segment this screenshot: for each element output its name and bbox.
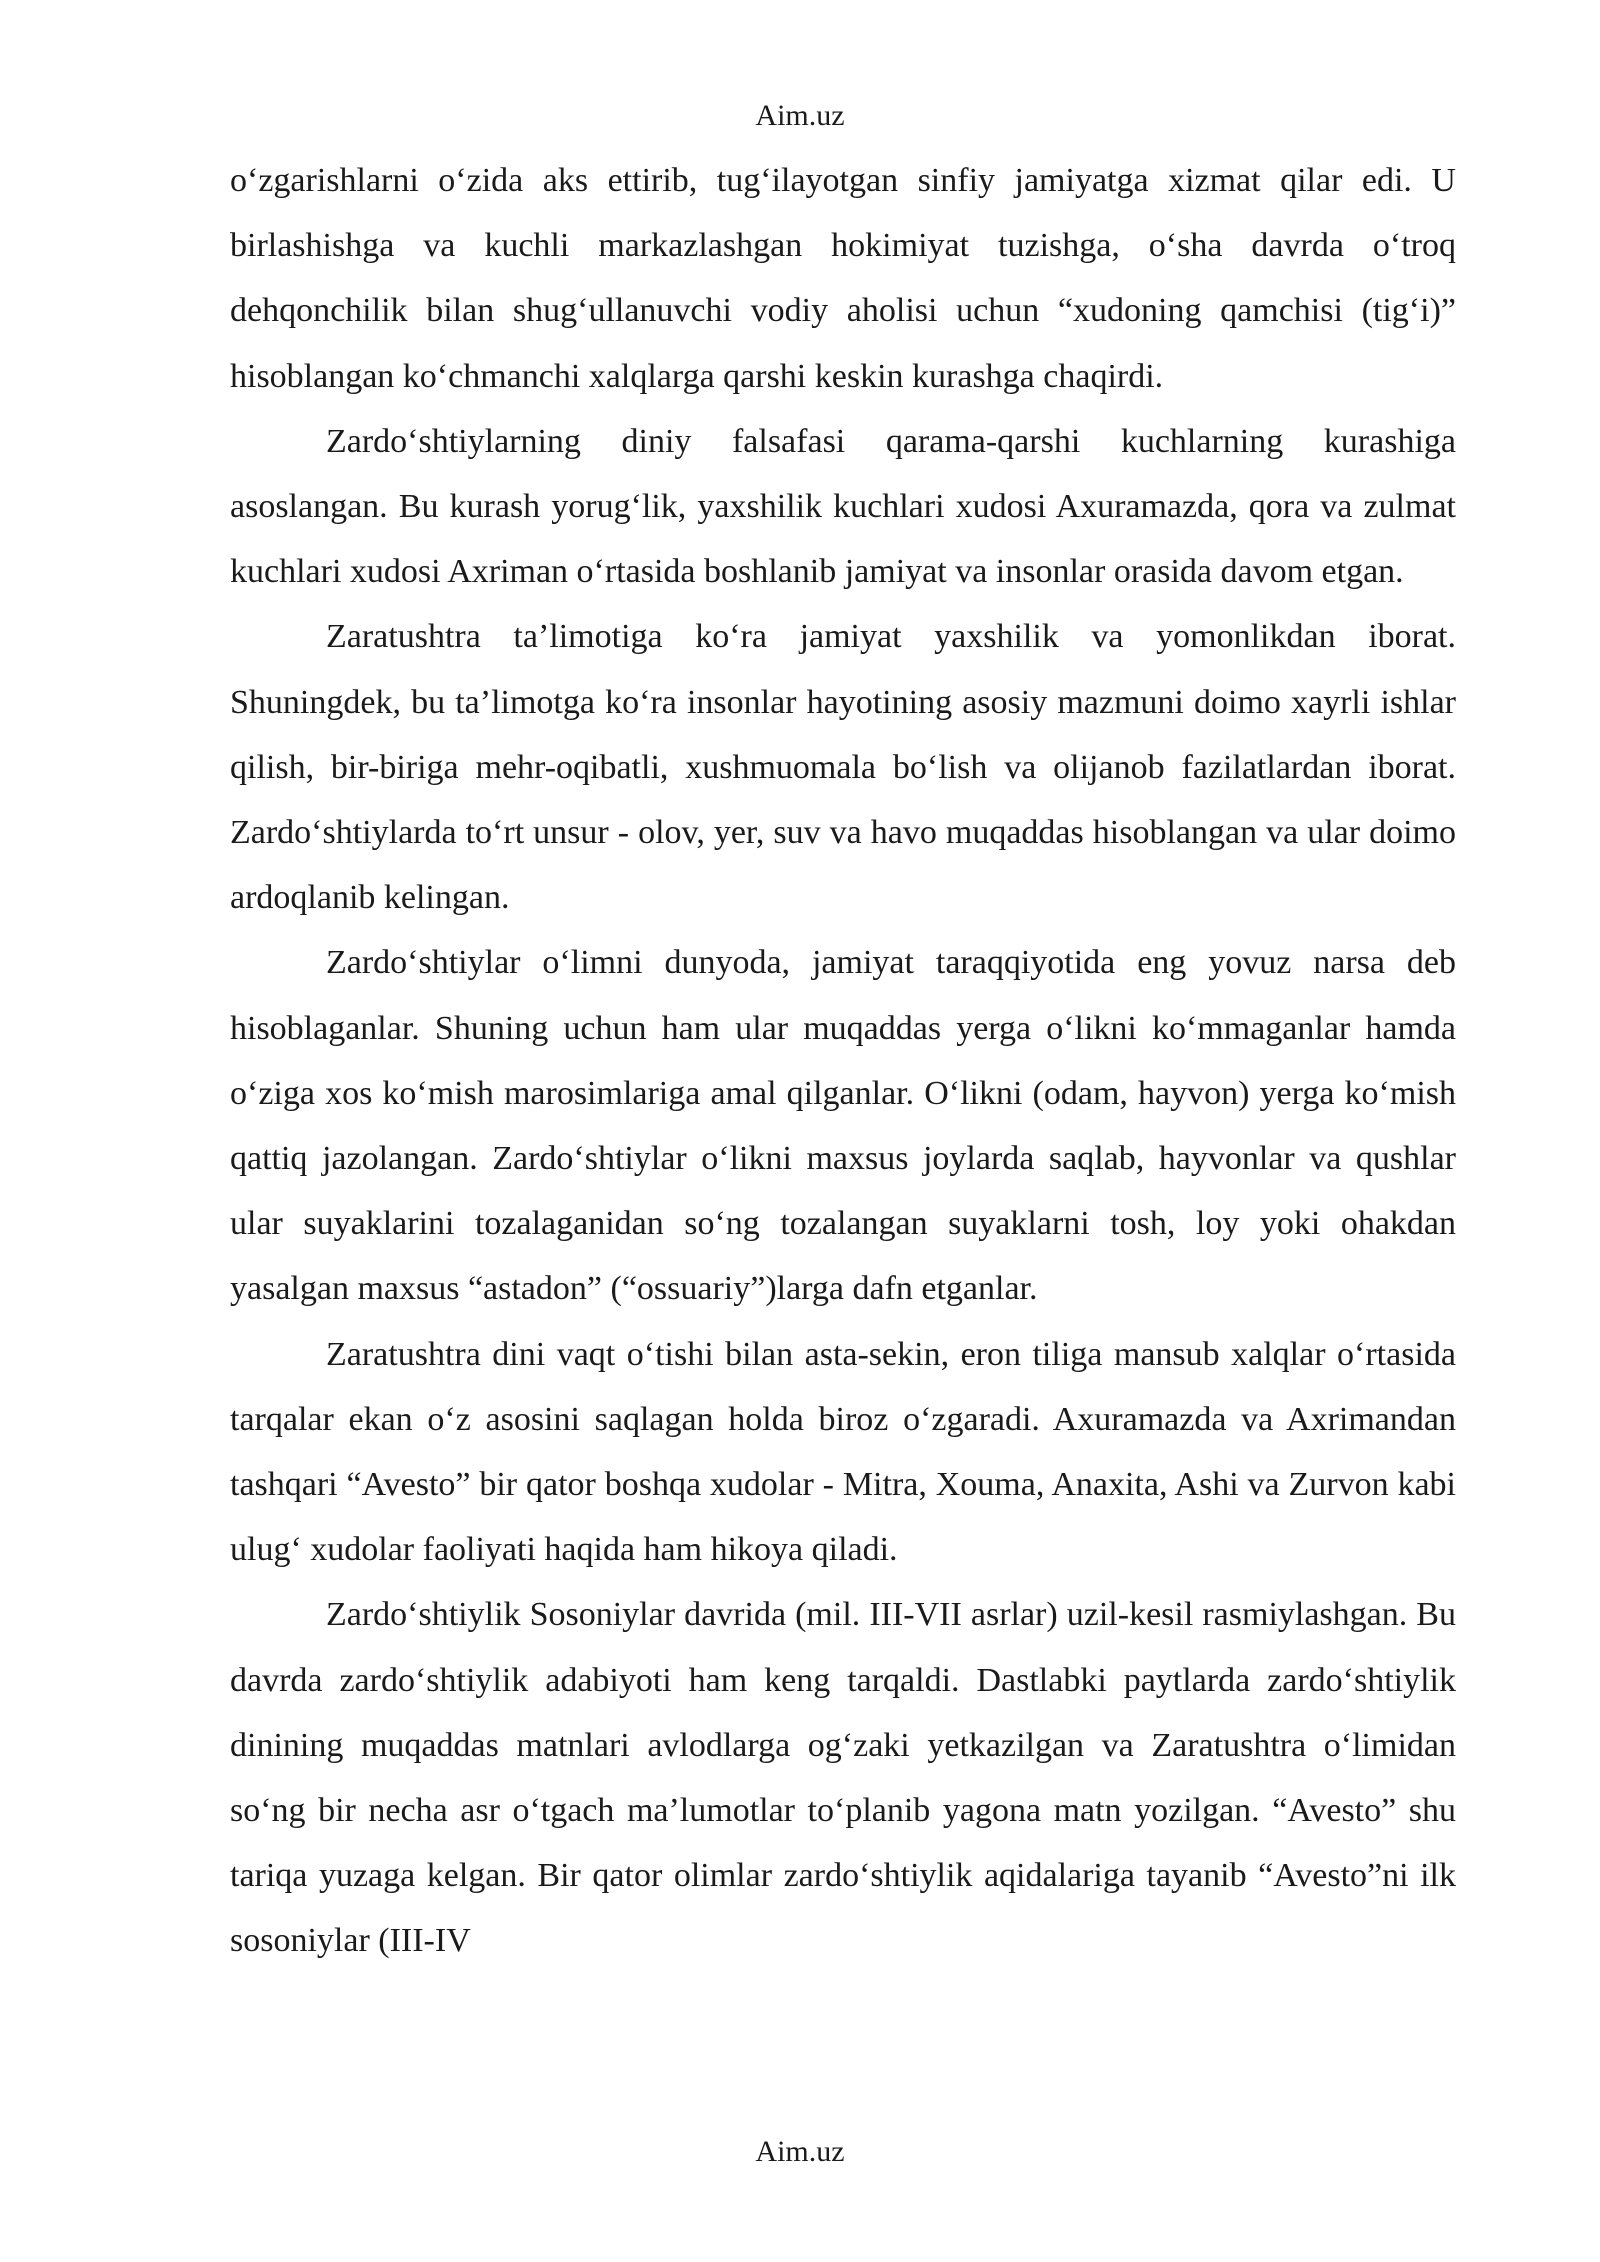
- paragraph-3: Zaratushtra ta’limotiga ko‘ra jamiyat yaxshilik va yomonlikdan iborat. Shuningdek, bu ta’limotga ko‘ra insonlar hayotining asosiy mazmuni doimo xayrli ishlar qilish, bir-biriga mehr-oqibatli, xushmuomala bo‘lish va olijanob fazilatlardan iborat. Zardo‘shtiylarda to‘rt unsur - olov, yer, suv va havo muqaddas hisoblangan va ular doimo ardoqlanib kelingan.: [230, 618, 1456, 917]
- paragraph-2: Zardo‘shtiylarning diniy falsafasi qarama-qarshi kuchlarning kurashiga asoslangan. Bu kurash yorug‘lik, yaxshilik kuchlari xudosi Axuramazda, qora va zulmat kuchlari xudosi Axriman o‘rtasida boshlanib jamiyat va insonlar orasida davom etgan.: [230, 422, 1456, 591]
- paragraph-1: o‘zgarishlarni o‘zida aks ettirib, tug‘ilayotgan sinfiy jamiyatga xizmat qilar edi. U birlashishga va kuchli markazlashgan hokimiyat tuzishga, o‘sha davrda o‘troq dehqonchilik bilan shug‘ullanuvchi vodiy aholisi uchun “xudoning qamchisi (tig‘i)” hisoblangan ko‘chmanchi xalqlarga qarshi keskin kurashga chaqirdi.: [230, 162, 1456, 395]
- paragraph-6: Zardo‘shtiylik Sosoniylar davrida (mil. III-VII asrlar) uzil-kesil rasmiylashgan. Bu davrda zardo‘shtiylik adabiyoti ham keng tarqaldi. Dastlabki paytlarda zardo‘shtiylik dinining muqaddas matnlari avlodlarga og‘zaki yetkazilgan va Zaratushtra o‘limidan so‘ng bir necha asr o‘tgach ma’lumotlar to‘planib yagona matn yozilgan. “Avesto” shu tariqa yuzaga kelgan. Bir qator olimlar zardo‘shtiylik aqidalariga tayanib “Avesto”ni ilk sosoniylar (III-IV: [230, 1596, 1456, 1960]
- body-text: [230, 148, 1456, 1974]
- page-header: Aim.uz: [755, 99, 845, 132]
- paragraph-5: Zaratushtra dini vaqt o‘tishi bilan asta-sekin, eron tiliga mansub xalqlar o‘rtasida tarqalar ekan o‘z asosini saqlagan holda biroz o‘zgaradi. Axuramazda va Axrimandan tashqari “Avesto” bir qator boshqa xudolar - Mitra, Xouma, Anaxita, Ashi va Zurvon kabi ulug‘ xudolar faoliyati haqida ham hikoya qiladi.: [230, 1335, 1456, 1569]
- paragraph-4: Zardo‘shtiylar o‘limni dunyoda, jamiyat taraqqiyotida eng yovuz narsa deb hisoblaganlar. Shuning uchun ham ular muqaddas yerga o‘likni ko‘mmaganlar hamda o‘ziga xos ko‘mish marosimlariga amal qilganlar. O‘likni (odam, hayvon) yerga ko‘mish qattiq jazolangan. Zardo‘shtiylar o‘likni maxsus joylarda saqlab, hayvonlar va qushlar ular suyaklarini tozalaganidan so‘ng tozalangan suyaklarni tosh, loy yoki ohakdan yasalgan maxsus “astadon” (“ossuariy”)larga dafn etganlar.: [230, 944, 1456, 1308]
- page-footer: Aim.uz: [755, 2135, 845, 2168]
